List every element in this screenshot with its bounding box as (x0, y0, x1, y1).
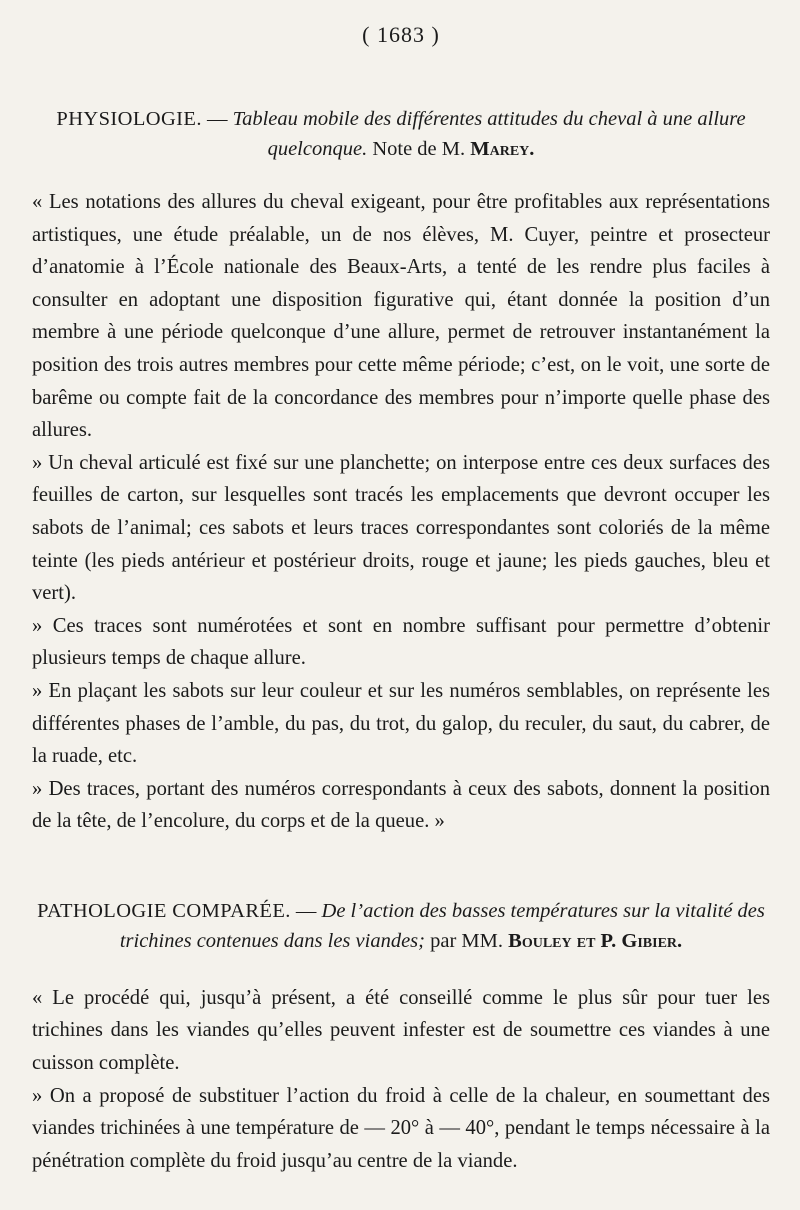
paragraph: » Ces traces sont numérotées et sont en nombre suffisant pour permettre d’obtenir plusieurs temps de chaque allure. (32, 614, 770, 670)
author-prefix: par MM. (425, 929, 509, 952)
paragraph: » On a proposé de substituer l’action du froid à celle de la chaleur, en soumettant des viandes trichinées à une température de — 20° à — 40°, pendant le temps nécessaire à la pénétration complète du froid jusqu’au centre de la viande. (32, 1084, 770, 1172)
section-heading (32, 896, 770, 956)
section-physiologie (32, 104, 770, 838)
paragraph: » En plaçant les sabots sur leur couleur et sur les numéros semblables, on représente les différentes phases de l’amble, du pas, du trot, du galop, du reculer, du saut, du cabrer, de la ruade, etc. (32, 679, 770, 768)
paragraph: » Des traces, portant des numéros correspondants à ceux des sabots, donnent la position de la tête, de l’encolure, du corps et de la queue. » (32, 777, 770, 833)
paragraph: » Un cheval articulé est fixé sur une planchette; on interpose entre ces deux surfaces des feuilles de carton, sur lesquelles sont tracés les emplacements que devront occuper les sabots de l’animal; ces sabots et leurs traces correspondantes sont coloriés de la même teinte (les pieds antérieur et postérieur droits, rouge et jaune; les pieds gauches, bleu et vert). (32, 451, 770, 605)
section-pathologie-comparee (32, 896, 770, 1178)
paragraph: « Le procédé qui, jusqu’à présent, a été conseillé comme le plus sûr pour tuer les trichines dans les viandes qu’elles peuvent infester est de soumettre ces viandes à une cuisson complète. (32, 986, 770, 1075)
heading-dash: — (290, 899, 322, 922)
paragraph: « Les notations des allures du cheval exigeant, pour être profitables aux représentations artistiques, une étude préalable, un de nos élèves, M. Cuyer, peintre et prosecteur d’anatomie à l’École nationale des Beaux-Arts, a tenté de les rendre plus faciles à consulter en adoptant une disposition figurative qui, étant donnée la position d’un membre à une période quelconque d’une allure, permet de retrouver instantanément la position des trois autres membres pour cette même période; c’est, on le voit, une sorte de barême ou compte fait de la concordance des membres pour n’importe quelle phase des allures. (32, 191, 770, 442)
section-gap (32, 838, 770, 896)
section-rubric: PHYSIOLOGIE. (56, 108, 202, 130)
page-number: ( 1683 ) (362, 22, 440, 47)
section-author: Bouley et P. Gibier. (508, 929, 683, 952)
heading-dash: — (201, 108, 233, 130)
section-author: Marey. (470, 138, 535, 160)
section-title: De l’action des basses températures sur la vitalité des trichines contenues dans les viandes; (119, 899, 765, 952)
section-title: Tableau mobile des différentes attitudes du cheval à une allure quelconque. (232, 108, 746, 160)
section-rubric: PATHOLOGIE COMPARÉE. (37, 899, 291, 922)
section-heading (32, 104, 770, 164)
author-prefix: Note de M. (367, 138, 471, 160)
